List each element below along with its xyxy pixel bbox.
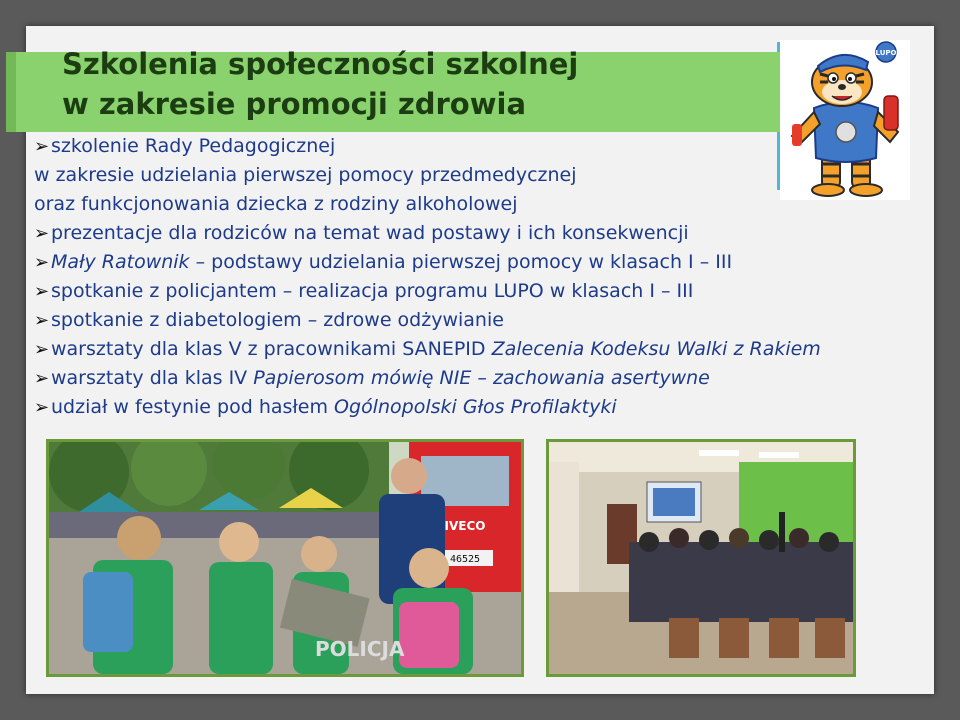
- bullet-text: udział w festynie pod hasłem: [51, 396, 335, 418]
- bullet-text: Mały Ratownik: [51, 251, 190, 273]
- outdoor-photo-illustration: [49, 442, 521, 674]
- slide-title: [62, 44, 762, 124]
- bullet-arrow-icon: ➢: [34, 223, 50, 244]
- photo-police-demonstration: [46, 439, 524, 677]
- bullet-text: warsztaty dla klas V z pracownikami SANEPID: [51, 338, 492, 360]
- bullet-text: prezentacje dla rodziców na temat wad postawy i ich konsekwencji: [51, 222, 689, 244]
- bullet-arrow-icon: ➢: [34, 281, 50, 302]
- bullet-item: [34, 219, 914, 248]
- truck-plate-text: 46525: [449, 554, 481, 565]
- slide-title-line-1: Szkolenia społeczności szkolnej: [62, 47, 579, 81]
- bullet-item: [34, 335, 914, 364]
- bullet-item: [34, 161, 914, 190]
- bullet-item: [34, 306, 914, 335]
- bullet-text: szkolenie Rady Pedagogicznej: [51, 135, 336, 157]
- bullet-text: oraz funkcjonowania dziecka z rodziny alkoholowej: [34, 193, 518, 215]
- bullet-item: [34, 393, 914, 422]
- bullet-text: spotkanie z diabetologiem – zdrowe odżywianie: [51, 309, 504, 331]
- bullet-text: warsztaty dla klas IV: [51, 367, 254, 389]
- bullet-item: [34, 277, 914, 306]
- slide-title-line-2: w zakresie promocji zdrowia: [62, 87, 527, 121]
- bullet-item: [34, 190, 914, 219]
- photo-indoor-presentation: [546, 439, 856, 677]
- bullet-arrow-icon: ➢: [34, 368, 50, 389]
- bullet-text: Zalecenia Kodeksu Walki z Rakiem: [491, 338, 821, 360]
- bullet-item: [34, 248, 914, 277]
- indoor-photo-illustration: [549, 442, 853, 674]
- bullet-text: – zachowania asertywne: [471, 367, 710, 389]
- truck-brand-text: IVECO: [444, 519, 486, 533]
- bullet-text: Ogólnopolski Głos Profilaktyki: [334, 396, 617, 418]
- bullet-item: [34, 132, 914, 161]
- bullet-list: [34, 132, 914, 422]
- bullet-arrow-icon: ➢: [34, 310, 50, 331]
- lupo-badge-text: LUPO: [875, 49, 897, 57]
- bullet-arrow-icon: ➢: [34, 339, 50, 360]
- bullet-text: w zakresie udzielania pierwszej pomocy przedmedycznej: [34, 164, 577, 186]
- bullet-arrow-icon: ➢: [34, 397, 50, 418]
- bullet-text: Papierosom mówię NIE: [253, 367, 472, 389]
- title-bar-edge: [6, 52, 16, 132]
- bullet-item: [34, 364, 914, 393]
- bullet-text: – podstawy udzielania pierwszej pomocy w klasach I – III: [189, 251, 733, 273]
- bullet-arrow-icon: ➢: [34, 252, 50, 273]
- police-vest-text: POLICJA: [315, 637, 405, 661]
- bullet-text: spotkanie z policjantem – realizacja programu LUPO w klasach I – III: [51, 280, 694, 302]
- bullet-arrow-icon: ➢: [34, 136, 50, 157]
